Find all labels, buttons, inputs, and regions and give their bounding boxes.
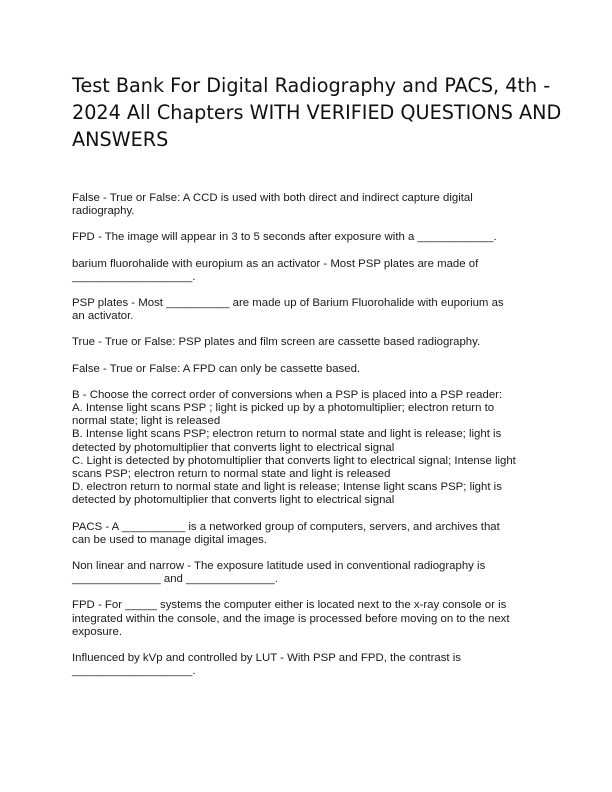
qa-line: an activator.	[72, 310, 134, 323]
qa-line: radiography.	[72, 205, 135, 218]
qa-line: integrated within the console, and the image is processed before moving on to the next	[72, 612, 510, 625]
qa-line: Non linear and narrow - The exposure latitude used in conventional radiography is	[72, 560, 486, 573]
qa-paragraph	[72, 652, 542, 678]
qa-line: PSP plates - Most __________ are made up of Barium Fluorohalide with euporium as	[72, 297, 504, 310]
title-line: ANSWERS	[72, 128, 169, 151]
qa-line: exposure.	[72, 625, 123, 638]
qa-paragraph	[72, 297, 542, 323]
title-line: Test Bank For Digital Radiography and PACS, 4th -	[72, 74, 551, 97]
qa-line: True - True or False: PSP plates and film screen are cassette based radiography.	[72, 336, 481, 349]
qa-line: B - Choose the correct order of conversions when a PSP is placed into a PSP reader:	[72, 388, 503, 401]
qa-line: False - True or False: A FPD can only be cassette based.	[72, 362, 361, 375]
qa-line: can be used to manage digital images.	[72, 533, 268, 546]
document-title	[72, 72, 562, 153]
title-line: 2024 All Chapters WITH VERIFIED QUESTIONS AND	[72, 101, 562, 124]
qa-paragraph	[72, 389, 542, 508]
qa-paragraph	[72, 258, 542, 284]
qa-paragraph	[72, 599, 542, 639]
qa-line: ___________________.	[72, 270, 196, 283]
qa-line: A. Intense light scans PSP ; light is picked up by a photomultiplier; electron return to	[72, 402, 495, 415]
qa-paragraph	[72, 521, 542, 547]
qa-line: ______________ and ______________.	[72, 573, 278, 586]
qa-line: barium fluorohalide with europium as an activator - Most PSP plates are made of	[72, 257, 479, 270]
qa-line: detected by photomultiplier that converts light to electrical signal	[72, 494, 395, 507]
qa-paragraph	[72, 231, 542, 244]
qa-line: FPD - For _____ systems the computer either is located next to the x-ray console or is	[72, 599, 507, 612]
qa-line: ___________________.	[72, 665, 196, 678]
qa-line: Influenced by kVp and controlled by LUT - With PSP and FPD, the contrast is	[72, 652, 461, 665]
qa-line: FPD - The image will appear in 3 to 5 seconds after exposure with a ____________.	[72, 231, 497, 244]
qa-line: C. Light is detected by photomultiplier that converts light to electrical signal; Intense light	[72, 454, 516, 467]
qa-list	[72, 192, 542, 691]
qa-paragraph	[72, 192, 542, 218]
qa-line: normal state; light is released	[72, 415, 221, 428]
qa-paragraph	[72, 560, 542, 586]
qa-paragraph	[72, 336, 542, 349]
qa-line: detected by photomultiplier that converts light to electrical signal	[72, 441, 395, 454]
qa-line: B. Intense light scans PSP; electron return to normal state and light is release; light is	[72, 428, 502, 441]
qa-line: PACS - A __________ is a networked group of computers, servers, and archives that	[72, 520, 500, 533]
qa-line: False - True or False: A CCD is used with both direct and indirect capture digital	[72, 192, 473, 204]
qa-line: scans PSP; electron return to normal state and light is released	[72, 468, 391, 481]
qa-paragraph	[72, 363, 542, 376]
qa-line: D. electron return to normal state and light is release; Intense light scans PSP; light is	[72, 481, 502, 494]
